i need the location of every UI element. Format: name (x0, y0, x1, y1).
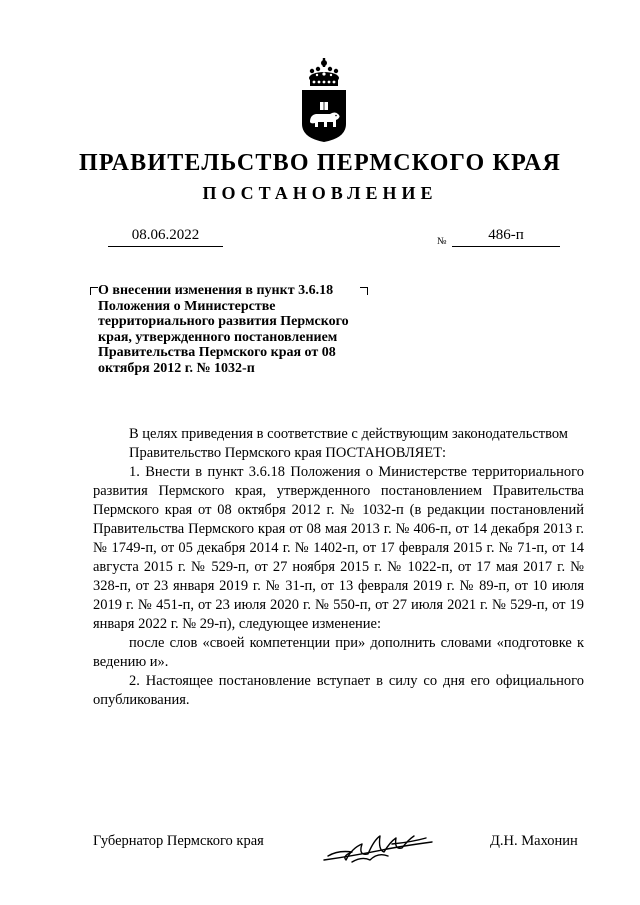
item-1-paragraph: 1. Внести в пункт 3.6.18 Положения о Министерстве территориального развития Пермского края, утвержденного постановлением Правительства Пермского края от 08 октября 2012 г. № 1032-п (в редакции постановлений Правительства Пермского края от 08 мая 2013 г. № 406-п, от 14 декабря 2013 г. № 1749-п, от 05 декабря 2014 г. № 1402-п, от 17 февраля 2015 г. № 71-п, от 14 августа 2015 г. № 529-п, от 27 ноября 2015 г. № 1022-п, от 17 мая 2017 г. № 328-п, от 23 января 2019 г. № 31-п, от 13 февраля 2019 г. № 89-п, от 10 июля 2019 г. № 451-п, от 23 июля 2020 г. № 550-п, от 27 июля 2021 г. № 529-п, от 19 января 2022 г. № 29-п), следующее изменение: (93, 464, 584, 632)
number-sign: № (437, 236, 447, 247)
handwritten-signature-icon (322, 826, 434, 868)
preamble-paragraph: В целях приведения в соответствие с действующим законодательством (129, 426, 568, 442)
organization-title: ПРАВИТЕЛЬСТВО ПЕРМСКОГО КРАЯ (78, 150, 562, 176)
document-date: 08.06.2022 (108, 227, 223, 247)
signer-name: Д.Н. Махонин (490, 833, 578, 849)
document-number: 486-п (452, 227, 560, 247)
resolution-paragraph: Правительство Пермского края ПОСТАНОВЛЯЕТ: (129, 445, 447, 461)
document-type: ПОСТАНОВЛЕНИЕ (202, 183, 438, 203)
subject-bracket-left (90, 287, 98, 295)
document-subject: О внесении изменения в пункт 3.6.18 Положения о Министерстве территориального развития Пермского края, утвержденного постановлением Правительства Пермского края от 08 октября 2012 г. № 1032-п (98, 283, 349, 376)
item-2-paragraph: 2. Настоящее постановление вступает в силу со дня его официального опубликования. (93, 673, 584, 708)
perm-krai-coat-of-arms-icon (298, 58, 350, 144)
amendment-paragraph: после слов «своей компетенции при» дополнить словами «подготовке к ведению и». (93, 635, 584, 670)
signer-position: Губернатор Пермского края (93, 833, 264, 849)
document-body (93, 425, 584, 710)
